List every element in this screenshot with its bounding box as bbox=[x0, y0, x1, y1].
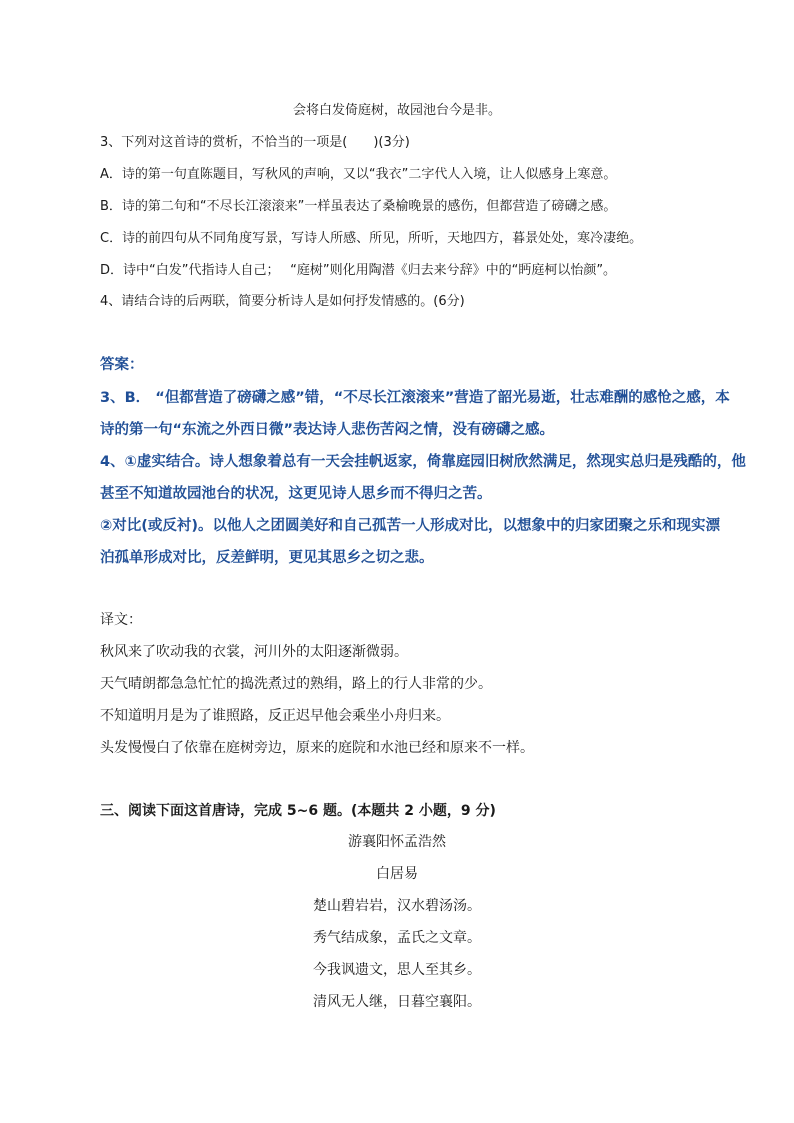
poem-line: 楚山碧岩岩，汉水碧汤汤。 bbox=[313, 898, 481, 914]
poem-line: 今我讽遗文，思人至其乡。 bbox=[313, 962, 481, 978]
section-3-heading: 三、阅读下面这首唐诗，完成 5~6 题。(本题共 2 小题，9 分) bbox=[100, 803, 496, 819]
question-3-option-b: B．诗的第二句和“不尽长江滚滚来”一样虽表达了桑榆晚景的感伤，但都营造了磅礴之感。 bbox=[100, 199, 617, 214]
translation-heading: 译文： bbox=[100, 612, 142, 628]
answer-line: ②对比(或反衬)。以他人之团圆美好和自己孤苦一人形成对比，以想象中的归家团聚之乐和现实漂 bbox=[100, 518, 721, 534]
answer-line: 甚至不知道故园池台的状况，这更见诗人思乡而不得归之苦。 bbox=[100, 486, 492, 502]
poem-line: 秀气结成象，孟氏之文章。 bbox=[313, 930, 481, 946]
answer-line: 4、①虚实结合。诗人想象着总有一天会挂帆返家，倚靠庭园旧树欣然满足，然现实总归是残酷的，他 bbox=[100, 454, 746, 470]
question-3-option-c: C．诗的前四句从不同角度写景，写诗人所感、所见，所听，天地四方，暮景处处，寒冷凄绝。 bbox=[100, 231, 643, 246]
poem-title: 游襄阳怀孟浩然 bbox=[348, 834, 446, 850]
question-3-option-a: A．诗的第一句直陈题目，写秋风的声响，又以“我衣”二字代人入境，让人似感身上寒意。 bbox=[100, 167, 617, 182]
question-3-option-d: D．诗中“白发”代指诗人自己； “庭树”则化用陶潜《归去来兮辞》中的“眄庭柯以怡颜”。 bbox=[100, 263, 617, 278]
answer-line: 诗的第一句“东流之外西日微”表达诗人悲伤苦闷之情，没有磅礴之感。 bbox=[100, 422, 555, 438]
translation-line: 天气晴朗都急急忙忙的捣洗煮过的熟绢，路上的行人非常的少。 bbox=[100, 676, 492, 692]
question-3-stem: 3、下列对这首诗的赏析，不恰当的一项是( )(3分) bbox=[100, 135, 410, 150]
translation-line: 秋风来了吹动我的衣裳，河川外的太阳逐渐微弱。 bbox=[100, 644, 408, 660]
question-4-stem: 4、请结合诗的后两联，简要分析诗人是如何抒发情感的。(6分) bbox=[100, 294, 465, 309]
poem-author: 白居易 bbox=[376, 866, 418, 882]
poem-line: 清风无人继，日暮空襄阳。 bbox=[313, 994, 481, 1010]
answer-line: 泊孤单形成对比，反差鲜明，更见其思乡之切之悲。 bbox=[100, 550, 434, 566]
answer-line: 3、B． “但都营造了磅礴之感”错，“不尽长江滚滚来”营造了韶光易逝，壮志难酬的感怆之感，本 bbox=[100, 390, 730, 406]
answer-heading: 答案： bbox=[100, 357, 144, 373]
poem-closing-line: 会将白发倚庭树，故园池台今是非。 bbox=[292, 103, 501, 118]
translation-line: 头发慢慢白了依靠在庭树旁边，原来的庭院和水池已经和原来不一样。 bbox=[100, 740, 534, 756]
translation-line: 不知道明月是为了谁照路，反正迟早他会乘坐小舟归来。 bbox=[100, 708, 450, 724]
